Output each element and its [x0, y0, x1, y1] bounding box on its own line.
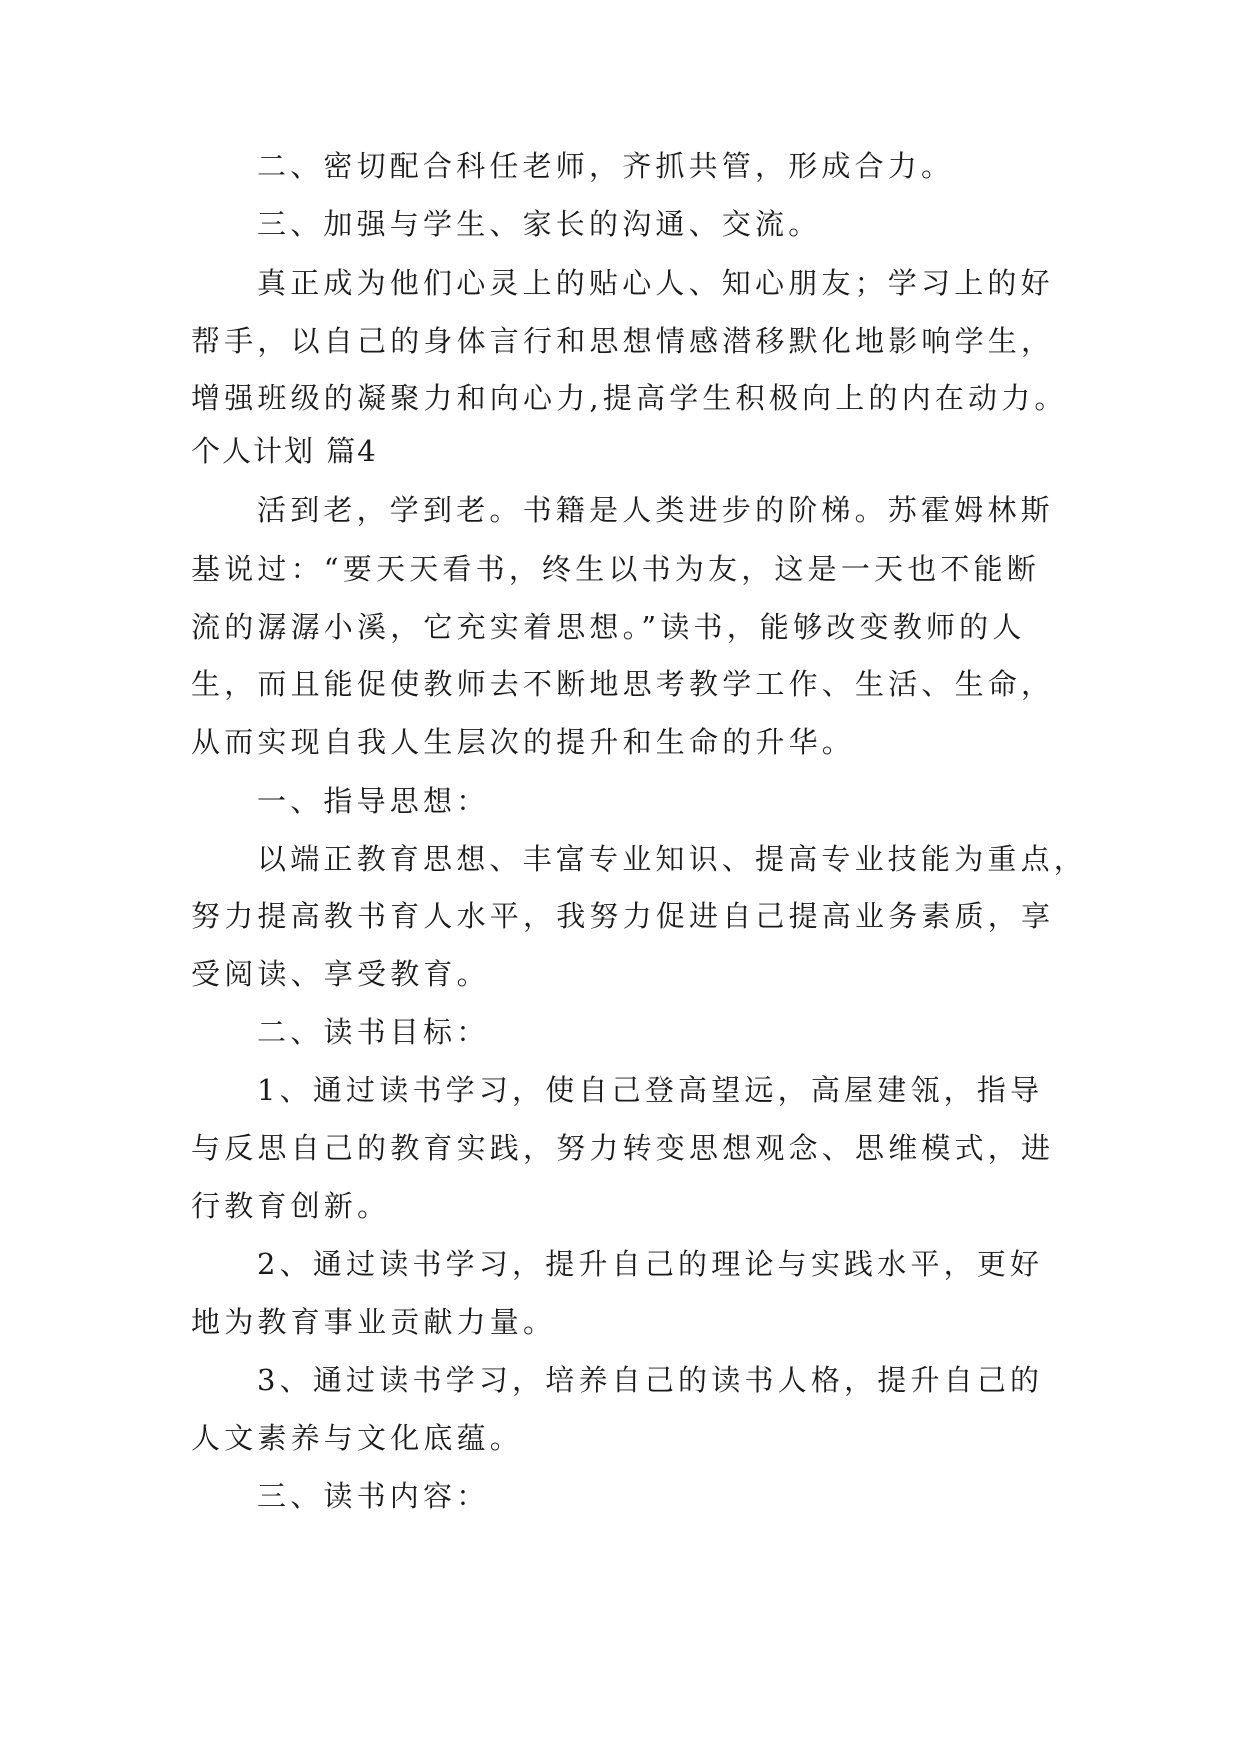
paragraph-line: 与反思自己的教育实践，努力转变思想观念、思维模式，进 — [191, 1131, 1055, 1165]
paragraph-line: 二、密切配合科任老师，齐抓共管，形成合力。 — [257, 149, 955, 183]
paragraph-line: 基说过：“要天天看书，终生以书为友，这是一天也不能断 — [191, 552, 1041, 586]
paragraph-line: 一、指导思想： — [257, 784, 490, 818]
paragraph-line: 生，而且能促使教师去不断地思考教学工作、生活、生命， — [191, 667, 1055, 701]
paragraph-line: 受阅读、享受教育。 — [191, 957, 490, 991]
paragraph-line: 三、加强与学生、家长的沟通、交流。 — [257, 207, 822, 241]
paragraph-line: 努力提高教书育人水平，我努力促进自己提高业务素质，享 — [191, 899, 1055, 933]
paragraph-line: 增强班级的凝聚力和向心力,提高学生积极向上的内在动力。 — [191, 381, 1068, 415]
paragraph-line: 三、读书内容： — [257, 1479, 490, 1513]
paragraph-line: 地为教育事业贡献力量。 — [191, 1305, 557, 1339]
paragraph-line: 流的潺潺小溪，它充实着思想。”读书，能够改变教师的人 — [191, 610, 1026, 644]
paragraph-line: 二、读书目标： — [257, 1015, 490, 1049]
paragraph-line: 1、通过读书学习，使自己登高望远，高屋建瓴，指导 — [257, 1073, 1044, 1107]
paragraph-line: 行教育创新。 — [191, 1189, 391, 1223]
paragraph-line: 帮手，以自己的身体言行和思想情感潜移默化地影响学生， — [191, 324, 1055, 358]
paragraph-line: 活到老，学到老。书籍是人类进步的阶梯。苏霍姆林斯 — [257, 493, 1054, 527]
paragraph-line: 3、通过读书学习，培养自己的读书人格，提升自己的 — [257, 1363, 1044, 1397]
paragraph-line: 人文素养与文化底蕴。 — [191, 1421, 524, 1455]
paragraph-line: 2、通过读书学习，提升自己的理论与实践水平，更好 — [257, 1247, 1044, 1281]
paragraph-line: 真正成为他们心灵上的贴心人、知心朋友；学习上的好 — [257, 266, 1054, 300]
paragraph-line: 从而实现自我人生层次的提升和生命的升华。 — [191, 725, 856, 759]
paragraph-line: 以端正教育思想、丰富专业知识、提高专业技能为重点， — [257, 842, 1088, 876]
section-heading: 个人计划 篇4 — [191, 434, 378, 468]
